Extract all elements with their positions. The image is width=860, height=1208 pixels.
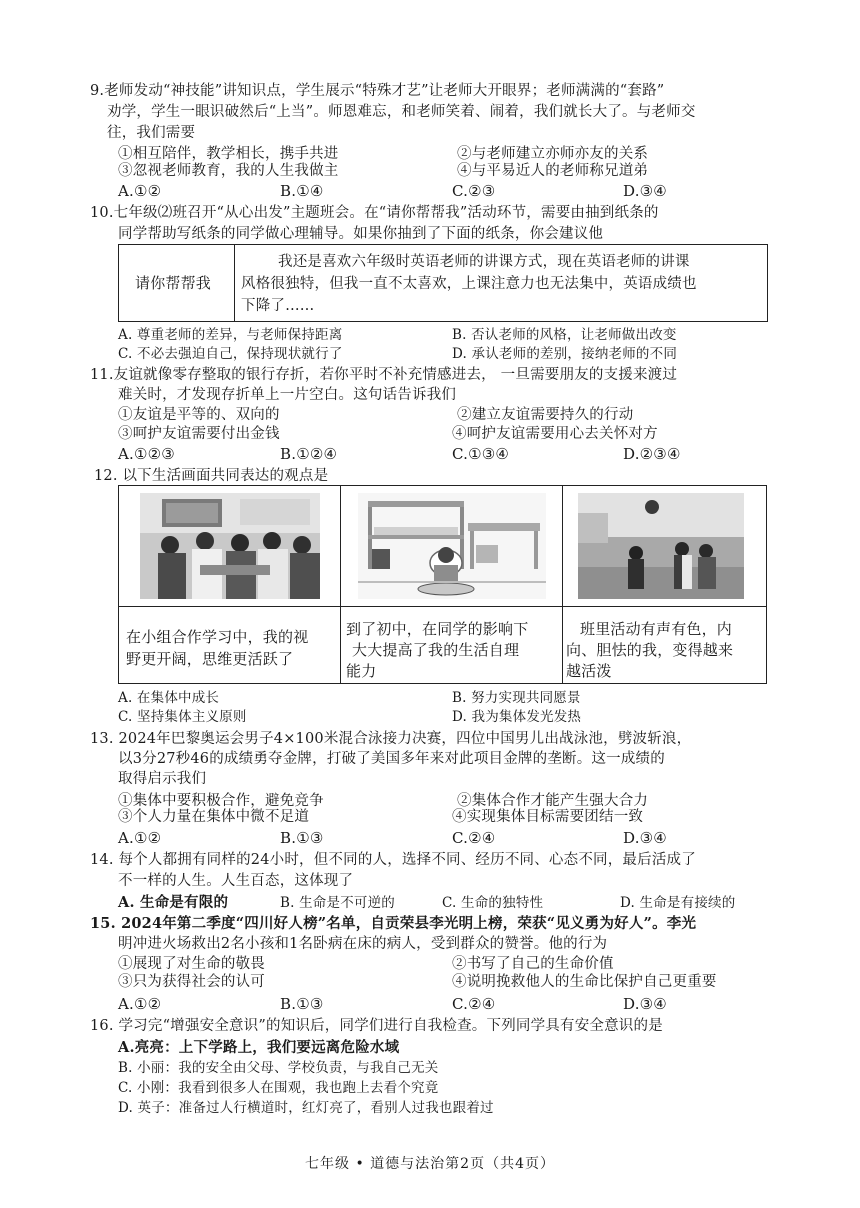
q12-table-row-divider: [118, 606, 766, 607]
q16-stem: 16. 学习完“增强安全意识”的知识后，同学们进行自我检查。下列同学具有安全意识的是: [90, 1018, 663, 1034]
q12-option-a: A. 在集体中成长: [118, 690, 220, 706]
q15-stem-line-1: 15. 2024年第二季度“四川好人榜”名单，自贡荣县李光明上榜，荣获“见义勇为好人”。李光: [90, 915, 697, 932]
q12-table-divider-1: [340, 485, 341, 683]
q12-option-b: B. 努力实现共同愿景: [452, 690, 581, 706]
q11-stem-line-2: 难关时，才发现存折单上一片空白。这句话告诉我们: [118, 387, 457, 403]
q9-statement-1: ①相互陪伴，教学相长，携手共进: [118, 146, 339, 162]
q14-option-a: A. 生命是有限的: [118, 894, 229, 911]
classroom-group-photo: [140, 493, 320, 599]
q15-statement-4: ④说明挽救他人的生命比保护自己更重要: [452, 974, 717, 990]
q12-caption-1-line-1: 在小组合作学习中，我的视: [126, 628, 309, 646]
q13-statement-3: ③个人力量在集体中微不足道: [118, 809, 310, 825]
q16-option-a: A.亮亮：上下学路上，我们要远离危险水域: [118, 1039, 400, 1056]
q13-option-d: D.③④: [623, 829, 667, 847]
q13-option-b: B.①③: [280, 829, 324, 847]
q15-statement-1: ①展现了对生命的敬畏: [118, 956, 265, 972]
q11-option-b: B.①②④: [280, 445, 338, 463]
q13-stem-line-3: 取得启示我们: [118, 771, 207, 787]
page-footer: 七年级 • 道德与法治第2页（共4页）: [305, 1156, 555, 1172]
q9-stem-line-1: 9.老师发动“神技能”讲知识点，学生展示“特殊才艺”让老师大开眼界；老师满满的“套路”: [90, 83, 665, 99]
q9-statement-2: ②与老师建立亦师亦友的关系: [457, 146, 649, 162]
note-box-text-3: 下降了……: [241, 298, 315, 314]
q15-statement-3: ③只为获得社会的认可: [118, 974, 265, 990]
q13-statement-1: ①集体中要积极合作，避免竞争: [118, 793, 324, 809]
q14-stem-line-1: 14. 每个人都拥有同样的24小时，但不同的人，选择不同、经历不同、心态不同，最后活成了: [90, 852, 696, 868]
q13-option-a: A.①②: [118, 829, 162, 847]
q11-statement-1: ①友谊是平等的、双向的: [118, 407, 280, 423]
q11-statement-3: ③呵护友谊需要付出金钱: [118, 426, 280, 442]
q12-option-d: D. 我为集体发光发热: [452, 709, 582, 725]
q15-option-d: D.③④: [623, 995, 667, 1013]
q12-option-c: C. 坚持集体主义原则: [118, 709, 247, 725]
q11-option-c: C.①③④: [452, 445, 510, 463]
q13-option-c: C.②④: [452, 829, 496, 847]
q10-option-c: C. 不必去强迫自己，保持现状就行了: [118, 346, 343, 362]
q14-stem-line-2: 不一样的人生。人生百态，这体现了: [118, 873, 354, 889]
q16-option-b: B. 小丽：我的安全由父母、学校负责，与我自己无关: [118, 1060, 439, 1076]
q12-table-divider-2: [562, 485, 563, 683]
q9-statement-4: ④与平易近人的老师称兄道弟: [457, 163, 649, 179]
q15-option-b: B.①③: [280, 995, 324, 1013]
q15-option-c: C.②④: [452, 995, 496, 1013]
q13-stem-line-2: 以3分27秒46的成绩勇夺金牌，打破了美国多年来对此项目金牌的垄断。这一成绩的: [118, 751, 665, 767]
q15-stem-line-2: 明冲进火场救出2名小孩和1名卧病在床的病人，受到群众的赞誉。他的行为: [118, 936, 608, 952]
q15-option-a: A.①②: [118, 995, 162, 1013]
q13-stem-line-1: 13. 2024年巴黎奥运会男子4×100米混合泳接力决赛，四位中国男儿出战泳池，劈波斩浪，: [90, 731, 692, 747]
q12-caption-2-line-2: 大大提高了我的生活自理: [352, 641, 520, 659]
q11-option-a: A.①②③: [118, 445, 175, 463]
q9-option-b: B.①④: [280, 182, 324, 200]
q12-caption-2-line-1: 到了初中，在同学的影响下: [346, 620, 529, 638]
q14-option-d: D. 生命是有接续的: [620, 895, 736, 911]
q9-option-c: C.②③: [452, 182, 496, 200]
q10-option-a: A. 尊重老师的差异，与老师保持距离: [118, 327, 343, 343]
q10-stem-line-2: 同学帮助写纸条的同学做心理辅导。如果你抽到了下面的纸条，你会建议他: [118, 226, 604, 242]
q9-option-d: D.③④: [623, 182, 667, 200]
q12-caption-1-line-2: 野更开阔，思维更活跃了: [126, 650, 294, 668]
q10-option-d: D. 承认老师的差别，接纳老师的不同: [452, 346, 678, 362]
q12-caption-3-line-1: 班里活动有声有色，内: [580, 620, 733, 638]
q11-statement-4: ④呵护友谊需要用心去关怀对方: [452, 426, 658, 442]
q12-caption-3-line-2: 向、胆怯的我，变得越来: [566, 641, 734, 659]
q13-statement-4: ④实现集体目标需要团结一致: [452, 809, 644, 825]
q14-option-b: B. 生命是不可逆的: [280, 895, 396, 911]
q9-stem-line-2: 劝学，学生一眼识破然后“上当”。师恩难忘，和老师笑着、闹着，我们就长大了。与老师交: [107, 104, 696, 120]
q16-option-c: C. 小刚：我看到很多人在围观，我也跑上去看个究竟: [118, 1080, 439, 1096]
q12-stem: 12. 以下生活画面共同表达的观点是: [94, 468, 329, 484]
q11-option-d: D.②③④: [623, 445, 681, 463]
q12-caption-2-line-3: 能力: [346, 662, 377, 680]
q9-option-a: A.①②: [118, 182, 162, 200]
q9-stem-line-3: 往，我们需要: [107, 125, 196, 141]
q10-stem-line-1: 10.七年级⑵班召开“从心出发”主题班会。在“请你帮帮我”活动环节，需要由抽到纸条的: [90, 205, 659, 221]
q12-caption-3-line-3: 越活泼: [566, 662, 612, 680]
q11-stem-line-1: 11.友谊就像零存整取的银行存折，若你平时不补充情感进去， 一旦需要朋友的支援来渡过: [90, 367, 678, 383]
q11-statement-2: ②建立友谊需要持久的行动: [457, 407, 634, 423]
q15-statement-2: ②书写了自己的生命价值: [452, 956, 614, 972]
basketball-photo: [578, 493, 744, 599]
note-box-text-1: 我还是喜欢六年级时英语老师的讲课方式，现在英语老师的讲课: [278, 254, 690, 270]
q10-option-b: B. 否认老师的风格，让老师做出改变: [452, 327, 677, 343]
note-box-divider: [234, 244, 235, 321]
q16-option-d: D. 英子：准备过人行横道时，红灯亮了，看别人过我也跟着过: [118, 1100, 494, 1116]
q9-statement-3: ③忽视老师教育，我的人生我做主: [118, 163, 339, 179]
dorm-washing-illustration: [358, 493, 546, 599]
q14-option-c: C. 生命的独特性: [442, 895, 544, 911]
note-box-text-2: 风格很独特，但我一直不太喜欢，上课注意力也无法集中，英语成绩也: [241, 276, 697, 292]
note-box-label: 请你帮帮我: [135, 274, 212, 292]
q13-statement-2: ②集体合作才能产生强大合力: [457, 793, 649, 809]
